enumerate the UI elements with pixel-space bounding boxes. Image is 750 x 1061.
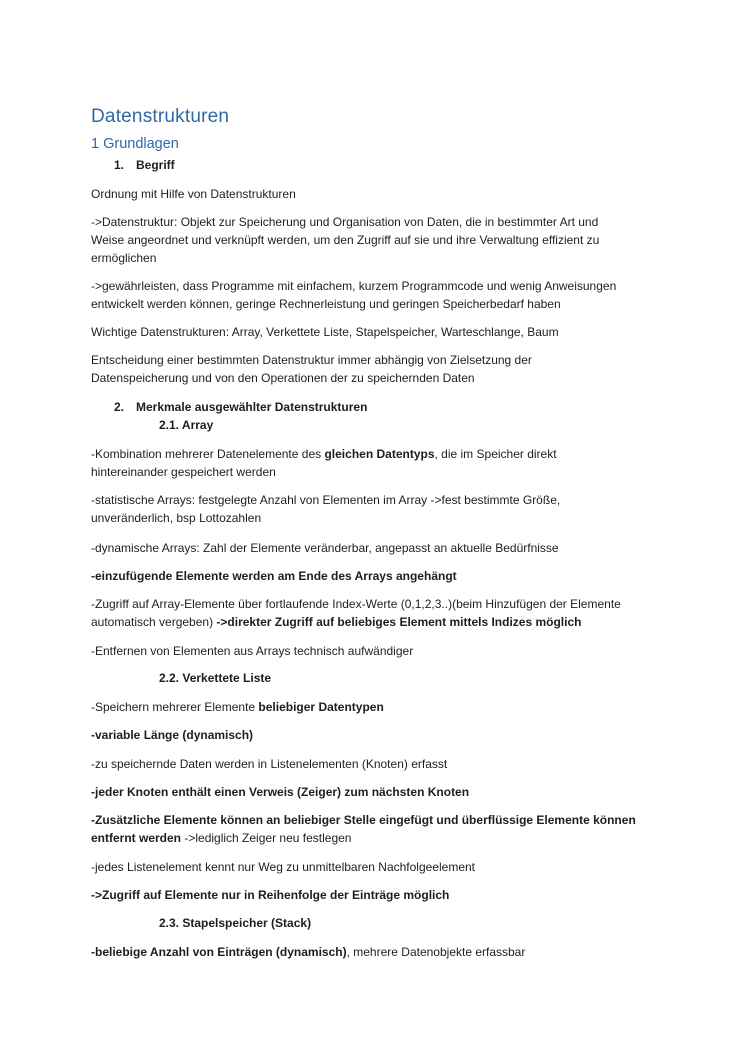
- paragraph: -zu speichernde Daten werden in Listenelementen (Knoten) erfasst: [91, 757, 448, 771]
- paragraph: Wichtige Datenstrukturen: Array, Verkettete Liste, Stapelspeicher, Warteschlange, Baum: [91, 325, 559, 339]
- paragraph: -dynamische Arrays: Zahl der Elemente veränderbar, angepasst an aktuelle Bedürfnisse: [91, 541, 559, 555]
- section-heading-grundlagen: 1 Grundlagen: [91, 136, 179, 152]
- paragraph-line: automatisch vergeben) ->direkter Zugriff auf beliebiges Element mittels Indizes möglich: [91, 615, 582, 629]
- subheading-array: 2.1. Array: [159, 418, 214, 432]
- paragraph-line: entwickelt werden können, geringe Rechnerleistung und geringen Speicherbedarf haben: [91, 297, 561, 311]
- paragraph-line: hintereinander gespeichert werden: [91, 465, 276, 479]
- list-number: 2.: [114, 400, 125, 414]
- paragraph-line: entfernt werden ->lediglich Zeiger neu festlegen: [91, 831, 352, 845]
- paragraph: -einzufügende Elemente werden am Ende des Arrays angehängt: [91, 569, 457, 583]
- subheading-stapelspeicher: 2.3. Stapelspeicher (Stack): [159, 916, 312, 930]
- paragraph-line: Datenspeicherung und von den Operationen der zu speichernden Daten: [91, 371, 475, 385]
- paragraph: ->Zugriff auf Elemente nur in Reihenfolge der Einträge möglich: [91, 888, 450, 902]
- paragraph-line: unveränderlich, bsp Lottozahlen: [91, 511, 262, 525]
- paragraph: -variable Länge (dynamisch): [91, 728, 254, 742]
- paragraph-line: Entscheidung einer bestimmten Datenstruktur immer abhängig von Zielsetzung der: [91, 353, 532, 367]
- subheading-merkmale: Merkmale ausgewählter Datenstrukturen: [136, 400, 368, 414]
- subheading-begriff: Begriff: [136, 158, 175, 172]
- paragraph-line: -Zugriff auf Array-Elemente über fortlaufende Index-Werte (0,1,2,3..)(beim Hinzufügen der Elemente: [91, 597, 621, 611]
- paragraph: -Entfernen von Elementen aus Arrays technisch aufwändiger: [91, 644, 414, 658]
- paragraph: -Speichern mehrerer Elemente beliebiger Datentypen: [91, 700, 384, 714]
- paragraph-line: ->gewährleisten, dass Programme mit einfachem, kurzem Programmcode und wenig Anweisungen: [91, 279, 617, 293]
- paragraph-line: -Zusätzliche Elemente können an beliebiger Stelle eingefügt und überflüssige Elemente können: [91, 813, 636, 827]
- subheading-verkettete-liste: 2.2. Verkettete Liste: [159, 671, 272, 685]
- paragraph: -beliebige Anzahl von Einträgen (dynamisch), mehrere Datenobjekte erfassbar: [91, 945, 526, 959]
- paragraph: Ordnung mit Hilfe von Datenstrukturen: [91, 187, 296, 201]
- paragraph-line: -statistische Arrays: festgelegte Anzahl von Elementen im Array ->fest bestimmte Größe,: [91, 493, 561, 507]
- paragraph-line: ->Datenstruktur: Objekt zur Speicherung und Organisation von Daten, die in bestimmter Art und: [91, 215, 599, 229]
- document-title: Datenstrukturen: [91, 106, 230, 127]
- paragraph: -jedes Listenelement kennt nur Weg zu unmittelbaren Nachfolgeelement: [91, 860, 475, 874]
- paragraph: -jeder Knoten enthält einen Verweis (Zeiger) zum nächsten Knoten: [91, 785, 470, 799]
- paragraph-line: Weise angeordnet und verknüpft werden, um den Zugriff auf sie und ihre Verwaltung effizient zu: [91, 233, 600, 247]
- paragraph-line: -Kombination mehrerer Datenelemente des gleichen Datentyps, die im Speicher direkt: [91, 447, 557, 461]
- list-number: 1.: [114, 158, 125, 172]
- paragraph-line: ermöglichen: [91, 251, 157, 265]
